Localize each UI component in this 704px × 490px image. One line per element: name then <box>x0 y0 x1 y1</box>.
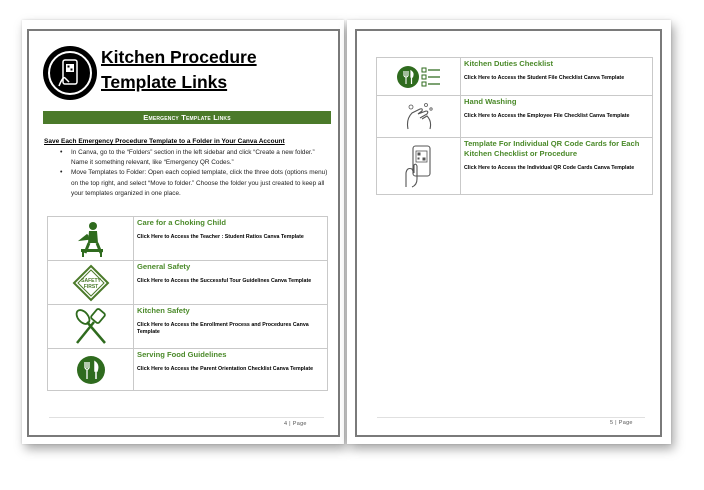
table-row <box>48 349 328 391</box>
template-cell <box>134 217 328 261</box>
page-border <box>355 29 662 437</box>
hand-washing-icon <box>377 96 461 138</box>
row-title: General Safety <box>137 262 191 271</box>
row-title: Care for a Choking Child <box>137 218 227 227</box>
instruction-item: • In Canva, go to the “Folders” section in the left sidebar and click “Create a new folder.” Name it something relevant, like “Emergency QR Codes.” <box>57 148 329 168</box>
template-cell <box>461 138 653 195</box>
template-link[interactable]: Click Here to Access the Enrollment Process and Procedures Canva Template <box>137 322 309 336</box>
template-links-table <box>376 57 653 195</box>
document-page-5 <box>347 20 671 444</box>
section-heading: Save Each Emergency Procedure Template to a Folder in Your Canva Account <box>44 138 285 145</box>
svg-text:SAFETY: SAFETY <box>80 277 101 284</box>
row-title: Kitchen Safety <box>137 306 190 315</box>
template-link[interactable]: Click Here to Access the Student File Checklist Canva Template <box>464 75 625 81</box>
safety-first-sign-icon <box>48 261 134 305</box>
template-links-table <box>47 216 328 391</box>
footer-divider <box>377 417 645 418</box>
template-cell <box>134 261 328 305</box>
table-row <box>48 305 328 349</box>
instruction-list <box>57 148 329 199</box>
table-row <box>377 138 653 195</box>
phone-qr-logo-icon <box>43 46 97 100</box>
template-cell <box>461 96 653 138</box>
row-title: Template For Individual QR Code Cards for Each Kitchen Checklist or Procedure <box>464 139 640 158</box>
svg-text:FIRST: FIRST <box>83 283 98 290</box>
page-number: 4 | Page <box>284 421 307 427</box>
utensils-checklist-icon <box>377 58 461 96</box>
footer-divider <box>49 417 324 418</box>
row-title: Serving Food Guidelines <box>137 350 227 359</box>
page-title <box>101 45 331 95</box>
table-row <box>48 261 328 305</box>
instruction-item: • Move Templates to Folder: Open each copied template, click the three dots (options menu) on the top right, and select “Move to folder.” Choose the folder you just created to keep all your templates organized in one place. <box>57 168 329 199</box>
table-row <box>48 217 328 261</box>
document-page-4 <box>22 20 344 444</box>
template-link[interactable]: Click Here to Access the Parent Orientation Checklist Canva Template <box>137 366 314 372</box>
template-cell <box>134 349 328 391</box>
template-link[interactable]: Click Here to Access the Successful Tour Guidelines Canva Template <box>137 278 312 284</box>
page-number: 5 | Page <box>610 420 633 426</box>
title-line-1: Kitchen Procedure <box>101 47 257 67</box>
whisk-spatula-icon <box>48 305 134 349</box>
table-row <box>377 96 653 138</box>
fork-knife-icon <box>48 349 134 391</box>
template-link[interactable]: Click Here to Access the Employee File Checklist Canva Template <box>464 113 630 119</box>
page-border <box>27 29 340 437</box>
table-row <box>377 58 653 96</box>
qr-code-phone-icon <box>377 138 461 195</box>
template-cell <box>134 305 328 349</box>
person-choking-icon <box>48 217 134 261</box>
section-banner: Emergency Template Links <box>43 111 331 124</box>
template-link[interactable]: Click Here to Access the Teacher : Student Ratios Canva Template <box>137 234 304 240</box>
template-link[interactable]: Click Here to Access the Individual QR Code Cards Canva Template <box>464 165 635 171</box>
template-cell <box>461 58 653 96</box>
row-title: Kitchen Duties Checklist <box>464 59 554 68</box>
row-title: Hand Washing <box>464 97 517 106</box>
title-line-2: Template Links <box>101 72 228 92</box>
